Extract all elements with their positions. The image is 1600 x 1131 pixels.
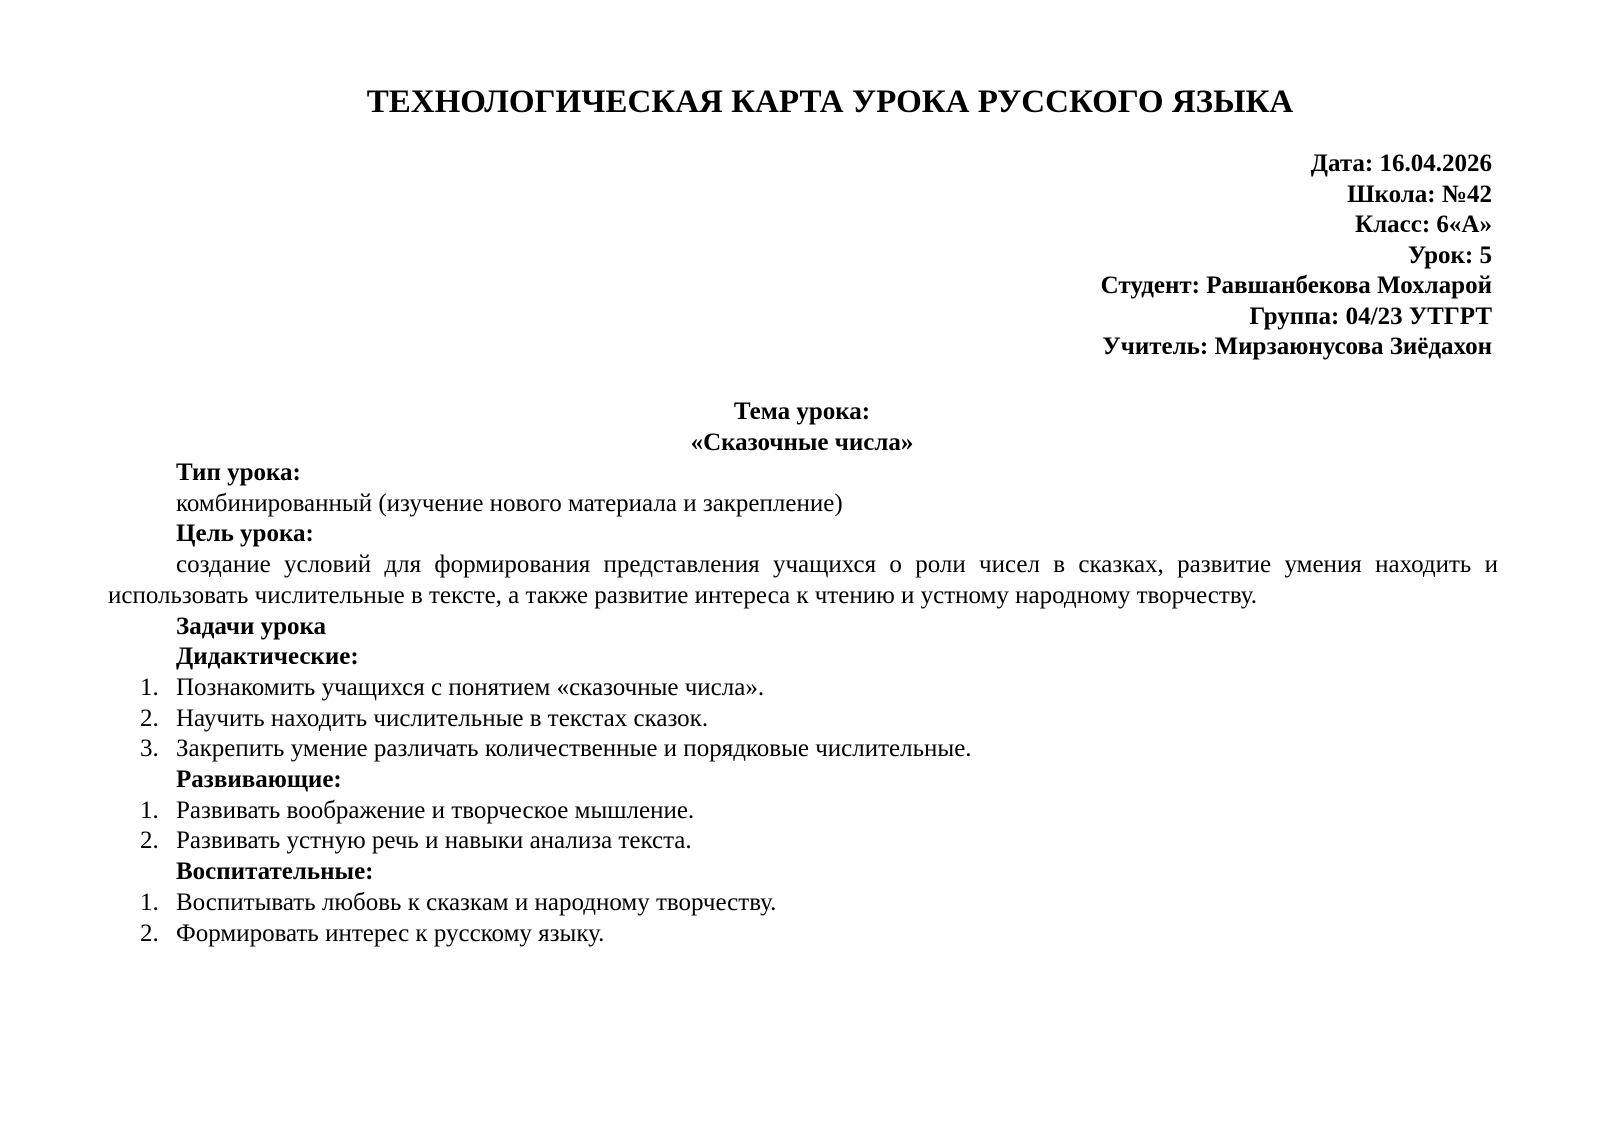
list-text: Развивать воображение и творческое мышление. [176,796,695,824]
meta-lesson: Урок: 5 [1407,241,1492,269]
lesson-type-label: Тип урока: [176,459,301,486]
list-number: 1. [140,796,159,824]
list-text: Познакомить учащихся с понятием «сказочные числа». [176,673,765,701]
tasks-label: Задачи урока [176,612,327,640]
list-item [108,919,1498,950]
topic-label: Тема урока: [733,398,871,425]
document-body [108,458,1498,949]
goal-value: создание условий для формирования представления учащихся о роли чисел в сказках, развитие умения находить и использовать числительные в тексте, а также развитие интереса к чтению и устному народному творчеству. [108,551,1498,609]
list-item [108,704,1498,735]
meta-school: Школа: №42 [1347,180,1492,208]
list-item [108,673,1498,704]
list-number: 2. [140,704,159,732]
meta-student: Студент: Равшанбекова Мохларой [1100,272,1492,299]
educational-list [108,888,1498,949]
didactic-label: Дидактические: [176,643,359,671]
list-text: Научить находить числительные в текстах сказок. [176,704,709,732]
meta-group: Группа: 04/23 УТГРТ [1249,302,1492,330]
document-title: ТЕХНОЛОГИЧЕСКАЯ КАРТА УРОКА РУССКОГО ЯЗЫКА [366,84,1294,120]
list-item [108,888,1498,919]
list-number: 1. [140,888,159,916]
list-number: 2. [140,919,159,947]
topic-value: «Сказочные числа» [690,428,914,456]
educational-label: Воспитательные: [176,858,374,886]
didactic-list [108,673,1498,765]
list-number: 3. [140,735,159,763]
developing-list [108,796,1498,857]
meta-class: Класс: 6«А» [1355,211,1492,238]
list-item [108,826,1498,857]
list-text: Воспитывать любовь к сказкам и народному творчеству. [176,888,777,916]
list-item [108,796,1498,827]
goal-label: Цель урока: [176,520,314,548]
lesson-meta-block [1101,149,1492,363]
lesson-topic [108,397,1496,458]
developing-label: Развивающие: [176,766,342,794]
lesson-type-value: комбинированный (изучение нового материала и закрепление) [176,489,843,517]
list-text: Закрепить умение различать количественные и порядковые числительные. [176,735,972,763]
list-number: 1. [140,673,159,701]
meta-teacher: Учитель: Мирзаюнусова Зиёдахон [1102,333,1492,360]
meta-date: Дата: 16.04.2026 [1310,150,1492,177]
list-number: 2. [140,827,159,855]
list-item [108,734,1498,765]
list-text: Развивать устную речь и навыки анализа текста. [176,827,692,855]
list-text: Формировать интерес к русскому языку. [176,919,605,947]
